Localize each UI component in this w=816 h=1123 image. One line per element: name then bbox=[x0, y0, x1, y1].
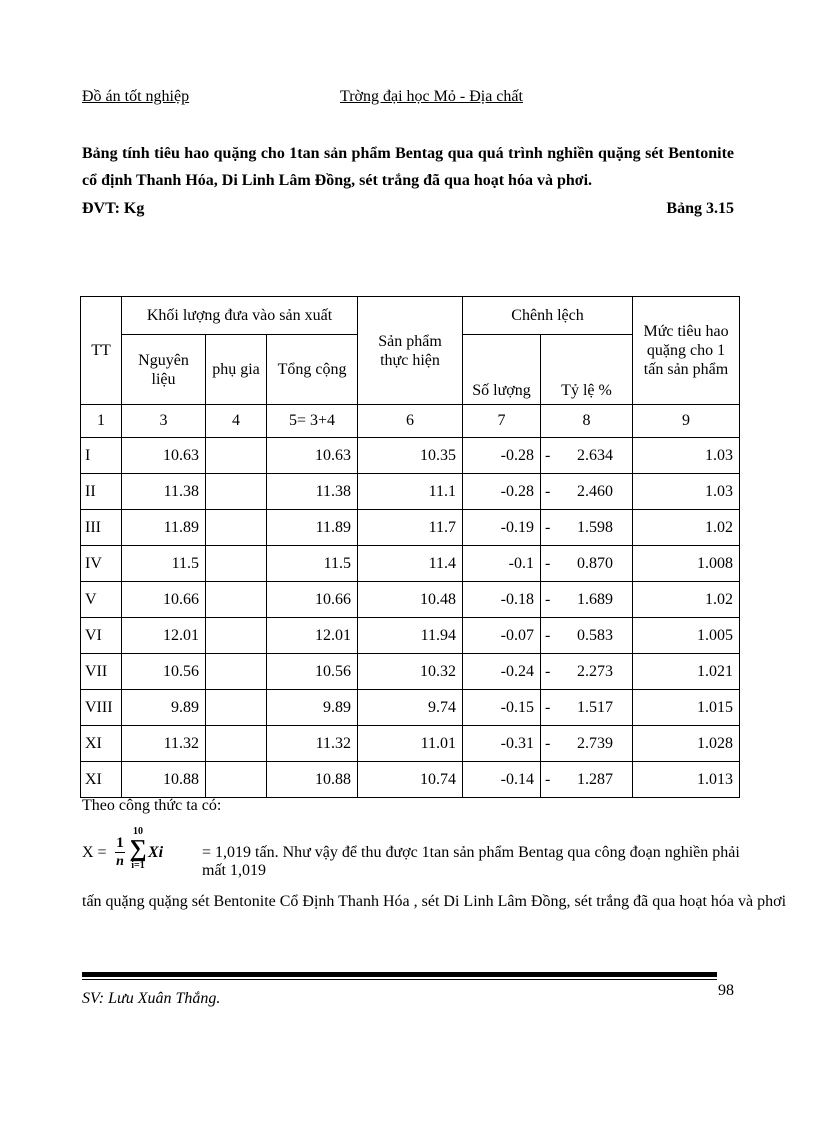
cell-consumption-rate: 1.013 bbox=[633, 762, 740, 798]
ratio-value: 2.460 bbox=[577, 482, 613, 500]
header-product: Sản phẩm thực hiện bbox=[358, 297, 463, 405]
ratio-value: 1.598 bbox=[577, 518, 613, 536]
average-formula bbox=[82, 826, 742, 882]
cell-product: 11.01 bbox=[358, 726, 463, 762]
summation bbox=[128, 826, 148, 872]
cell-total: 10.56 bbox=[267, 654, 358, 690]
cell-tt: I bbox=[81, 438, 122, 474]
cell-quantity: -0.18 bbox=[463, 582, 541, 618]
cell-additive bbox=[206, 726, 267, 762]
cell-ratio bbox=[541, 654, 633, 690]
header-ratio: Tỷ lệ % bbox=[541, 335, 633, 405]
cell-tt: VII bbox=[81, 654, 122, 690]
column-number: 8 bbox=[541, 405, 633, 438]
ratio-sign: - bbox=[545, 482, 551, 500]
cell-ratio bbox=[541, 726, 633, 762]
cell-product: 10.35 bbox=[358, 438, 463, 474]
cell-consumption-rate: 1.021 bbox=[633, 654, 740, 690]
cell-raw-material: 11.38 bbox=[122, 474, 206, 510]
cell-product: 10.32 bbox=[358, 654, 463, 690]
sum-upper-limit: 10 bbox=[133, 826, 143, 837]
column-number: 7 bbox=[463, 405, 541, 438]
column-number: 4 bbox=[206, 405, 267, 438]
cell-raw-material: 11.89 bbox=[122, 510, 206, 546]
consumption-table bbox=[80, 296, 740, 798]
table-row bbox=[81, 438, 740, 474]
column-number: 5= 3+4 bbox=[267, 405, 358, 438]
table-row bbox=[81, 474, 740, 510]
cell-product: 10.74 bbox=[358, 762, 463, 798]
cell-quantity: -0.1 bbox=[463, 546, 541, 582]
ratio-sign: - bbox=[545, 698, 551, 716]
cell-total: 11.32 bbox=[267, 726, 358, 762]
ratio-value: 1.689 bbox=[577, 590, 613, 608]
cell-raw-material: 12.01 bbox=[122, 618, 206, 654]
formula-result: = 1,019 tấn. Như vậy để thu được 1tan sản phẩm Bentag qua công đoạn nghiền phải mất 1,019 bbox=[202, 844, 740, 879]
cell-ratio bbox=[541, 474, 633, 510]
unit-label: ĐVT: Kg bbox=[82, 200, 145, 217]
ratio-sign: - bbox=[545, 518, 551, 536]
cell-total: 10.66 bbox=[267, 582, 358, 618]
table-row bbox=[81, 582, 740, 618]
cell-tt: XI bbox=[81, 726, 122, 762]
cell-consumption-rate: 1.02 bbox=[633, 582, 740, 618]
table-row bbox=[81, 618, 740, 654]
table-body bbox=[81, 438, 740, 798]
formula-numerator: 1 bbox=[116, 835, 124, 851]
cell-product: 9.74 bbox=[358, 690, 463, 726]
cell-additive bbox=[206, 654, 267, 690]
cell-consumption-rate: 1.03 bbox=[633, 438, 740, 474]
header-tt: TT bbox=[81, 297, 122, 405]
cell-total: 11.5 bbox=[267, 546, 358, 582]
cell-consumption-rate: 1.02 bbox=[633, 510, 740, 546]
cell-raw-material: 10.88 bbox=[122, 762, 206, 798]
table-header-row-1 bbox=[81, 297, 740, 335]
cell-consumption-rate: 1.03 bbox=[633, 474, 740, 510]
ratio-value: 2.634 bbox=[577, 446, 613, 464]
column-number: 6 bbox=[358, 405, 463, 438]
table-row bbox=[81, 510, 740, 546]
table-number: Bảng 3.15 bbox=[666, 200, 734, 217]
header-document-type: Đồ án tốt nghiệp bbox=[82, 88, 190, 105]
ratio-value: 0.583 bbox=[577, 626, 613, 644]
ratio-sign: - bbox=[545, 554, 551, 572]
header-input-mass: Khối lượng đưa vào sản xuất bbox=[122, 297, 358, 335]
cell-total: 10.88 bbox=[267, 762, 358, 798]
header-quantity: Số lượng bbox=[463, 335, 541, 405]
header-additive: phụ gia bbox=[206, 335, 267, 405]
cell-quantity: -0.07 bbox=[463, 618, 541, 654]
cell-total: 10.63 bbox=[267, 438, 358, 474]
cell-consumption-rate: 1.005 bbox=[633, 618, 740, 654]
cell-additive bbox=[206, 690, 267, 726]
header-consumption: Mức tiêu hao quặng cho 1 tấn sản phẩm bbox=[633, 297, 740, 405]
cell-ratio bbox=[541, 438, 633, 474]
cell-additive bbox=[206, 510, 267, 546]
column-number-row bbox=[81, 405, 740, 438]
formula-fraction bbox=[112, 836, 128, 869]
conclusion-text: tấn quặng quặng sét Bentonite Cổ Định Thanh Hóa , sét Di Linh Lâm Đồng, sét trắng đã qua hoạt hóa và phơi bbox=[82, 893, 787, 910]
cell-quantity: -0.31 bbox=[463, 726, 541, 762]
ratio-sign: - bbox=[545, 626, 551, 644]
footer-rule-thin bbox=[82, 979, 717, 980]
formula-intro: Theo công thức ta có: bbox=[82, 797, 222, 814]
ratio-sign: - bbox=[545, 662, 551, 680]
cell-ratio bbox=[541, 510, 633, 546]
cell-quantity: -0.19 bbox=[463, 510, 541, 546]
cell-quantity: -0.24 bbox=[463, 654, 541, 690]
cell-tt: II bbox=[81, 474, 122, 510]
cell-raw-material: 10.63 bbox=[122, 438, 206, 474]
header-university: Trờng đại học Mỏ - Địa chất bbox=[340, 88, 523, 105]
formula-term: Xi bbox=[148, 844, 164, 861]
cell-additive bbox=[206, 762, 267, 798]
cell-consumption-rate: 1.015 bbox=[633, 690, 740, 726]
column-number: 9 bbox=[633, 405, 740, 438]
cell-total: 12.01 bbox=[267, 618, 358, 654]
cell-ratio bbox=[541, 546, 633, 582]
column-number: 3 bbox=[122, 405, 206, 438]
page-header bbox=[82, 88, 732, 110]
cell-tt: IV bbox=[81, 546, 122, 582]
ratio-value: 2.739 bbox=[577, 734, 613, 752]
table-row bbox=[81, 690, 740, 726]
formula-denominator: n bbox=[116, 854, 124, 869]
ratio-sign: - bbox=[545, 590, 551, 608]
cell-quantity: -0.14 bbox=[463, 762, 541, 798]
cell-additive bbox=[206, 438, 267, 474]
cell-additive bbox=[206, 474, 267, 510]
ratio-sign: - bbox=[545, 770, 551, 788]
ratio-value: 1.287 bbox=[577, 770, 613, 788]
table-row bbox=[81, 762, 740, 798]
table-title: Bảng tính tiêu hao quặng cho 1tan sản phẩm Bentag qua quá trình nghiền quặng sét Bentonite cổ định Thanh Hóa, Di Linh Lâm Đồng, sét trắng đã qua hoạt hóa và phơi. bbox=[82, 145, 734, 189]
cell-product: 10.48 bbox=[358, 582, 463, 618]
cell-total: 11.38 bbox=[267, 474, 358, 510]
cell-ratio bbox=[541, 582, 633, 618]
cell-total: 9.89 bbox=[267, 690, 358, 726]
fraction-bar bbox=[115, 852, 125, 853]
sigma-symbol: ∑ bbox=[129, 836, 147, 862]
header-total: Tổng cộng bbox=[267, 335, 358, 405]
cell-product: 11.4 bbox=[358, 546, 463, 582]
cell-raw-material: 10.66 bbox=[122, 582, 206, 618]
cell-ratio bbox=[541, 690, 633, 726]
column-number: 1 bbox=[81, 405, 122, 438]
cell-raw-material: 11.5 bbox=[122, 546, 206, 582]
sum-lower-limit: i=1 bbox=[131, 860, 145, 871]
cell-tt: XI bbox=[81, 762, 122, 798]
cell-product: 11.94 bbox=[358, 618, 463, 654]
cell-tt: VIII bbox=[81, 690, 122, 726]
cell-product: 11.1 bbox=[358, 474, 463, 510]
ratio-value: 2.273 bbox=[577, 662, 613, 680]
cell-product: 11.7 bbox=[358, 510, 463, 546]
ratio-sign: - bbox=[545, 446, 551, 464]
cell-ratio bbox=[541, 762, 633, 798]
header-difference: Chênh lệch bbox=[463, 297, 633, 335]
cell-tt: III bbox=[81, 510, 122, 546]
header-raw-material: Nguyên liệu bbox=[122, 335, 206, 405]
footer-rule-thick bbox=[82, 972, 717, 977]
table-row bbox=[81, 726, 740, 762]
cell-quantity: -0.15 bbox=[463, 690, 541, 726]
cell-raw-material: 9.89 bbox=[122, 690, 206, 726]
table-row bbox=[81, 546, 740, 582]
cell-tt: VI bbox=[81, 618, 122, 654]
cell-quantity: -0.28 bbox=[463, 474, 541, 510]
cell-additive bbox=[206, 582, 267, 618]
table-row bbox=[81, 654, 740, 690]
cell-ratio bbox=[541, 618, 633, 654]
cell-consumption-rate: 1.028 bbox=[633, 726, 740, 762]
page-number: 98 bbox=[718, 982, 734, 999]
cell-raw-material: 11.32 bbox=[122, 726, 206, 762]
cell-quantity: -0.28 bbox=[463, 438, 541, 474]
formula-lhs: X = bbox=[82, 844, 107, 861]
ratio-value: 1.517 bbox=[577, 698, 613, 716]
ratio-value: 0.870 bbox=[577, 554, 613, 572]
cell-total: 11.89 bbox=[267, 510, 358, 546]
footer-student-name: SV: Lưu Xuân Thắng. bbox=[82, 990, 221, 1007]
cell-additive bbox=[206, 546, 267, 582]
cell-consumption-rate: 1.008 bbox=[633, 546, 740, 582]
cell-additive bbox=[206, 618, 267, 654]
cell-tt: V bbox=[81, 582, 122, 618]
ratio-sign: - bbox=[545, 734, 551, 752]
cell-raw-material: 10.56 bbox=[122, 654, 206, 690]
